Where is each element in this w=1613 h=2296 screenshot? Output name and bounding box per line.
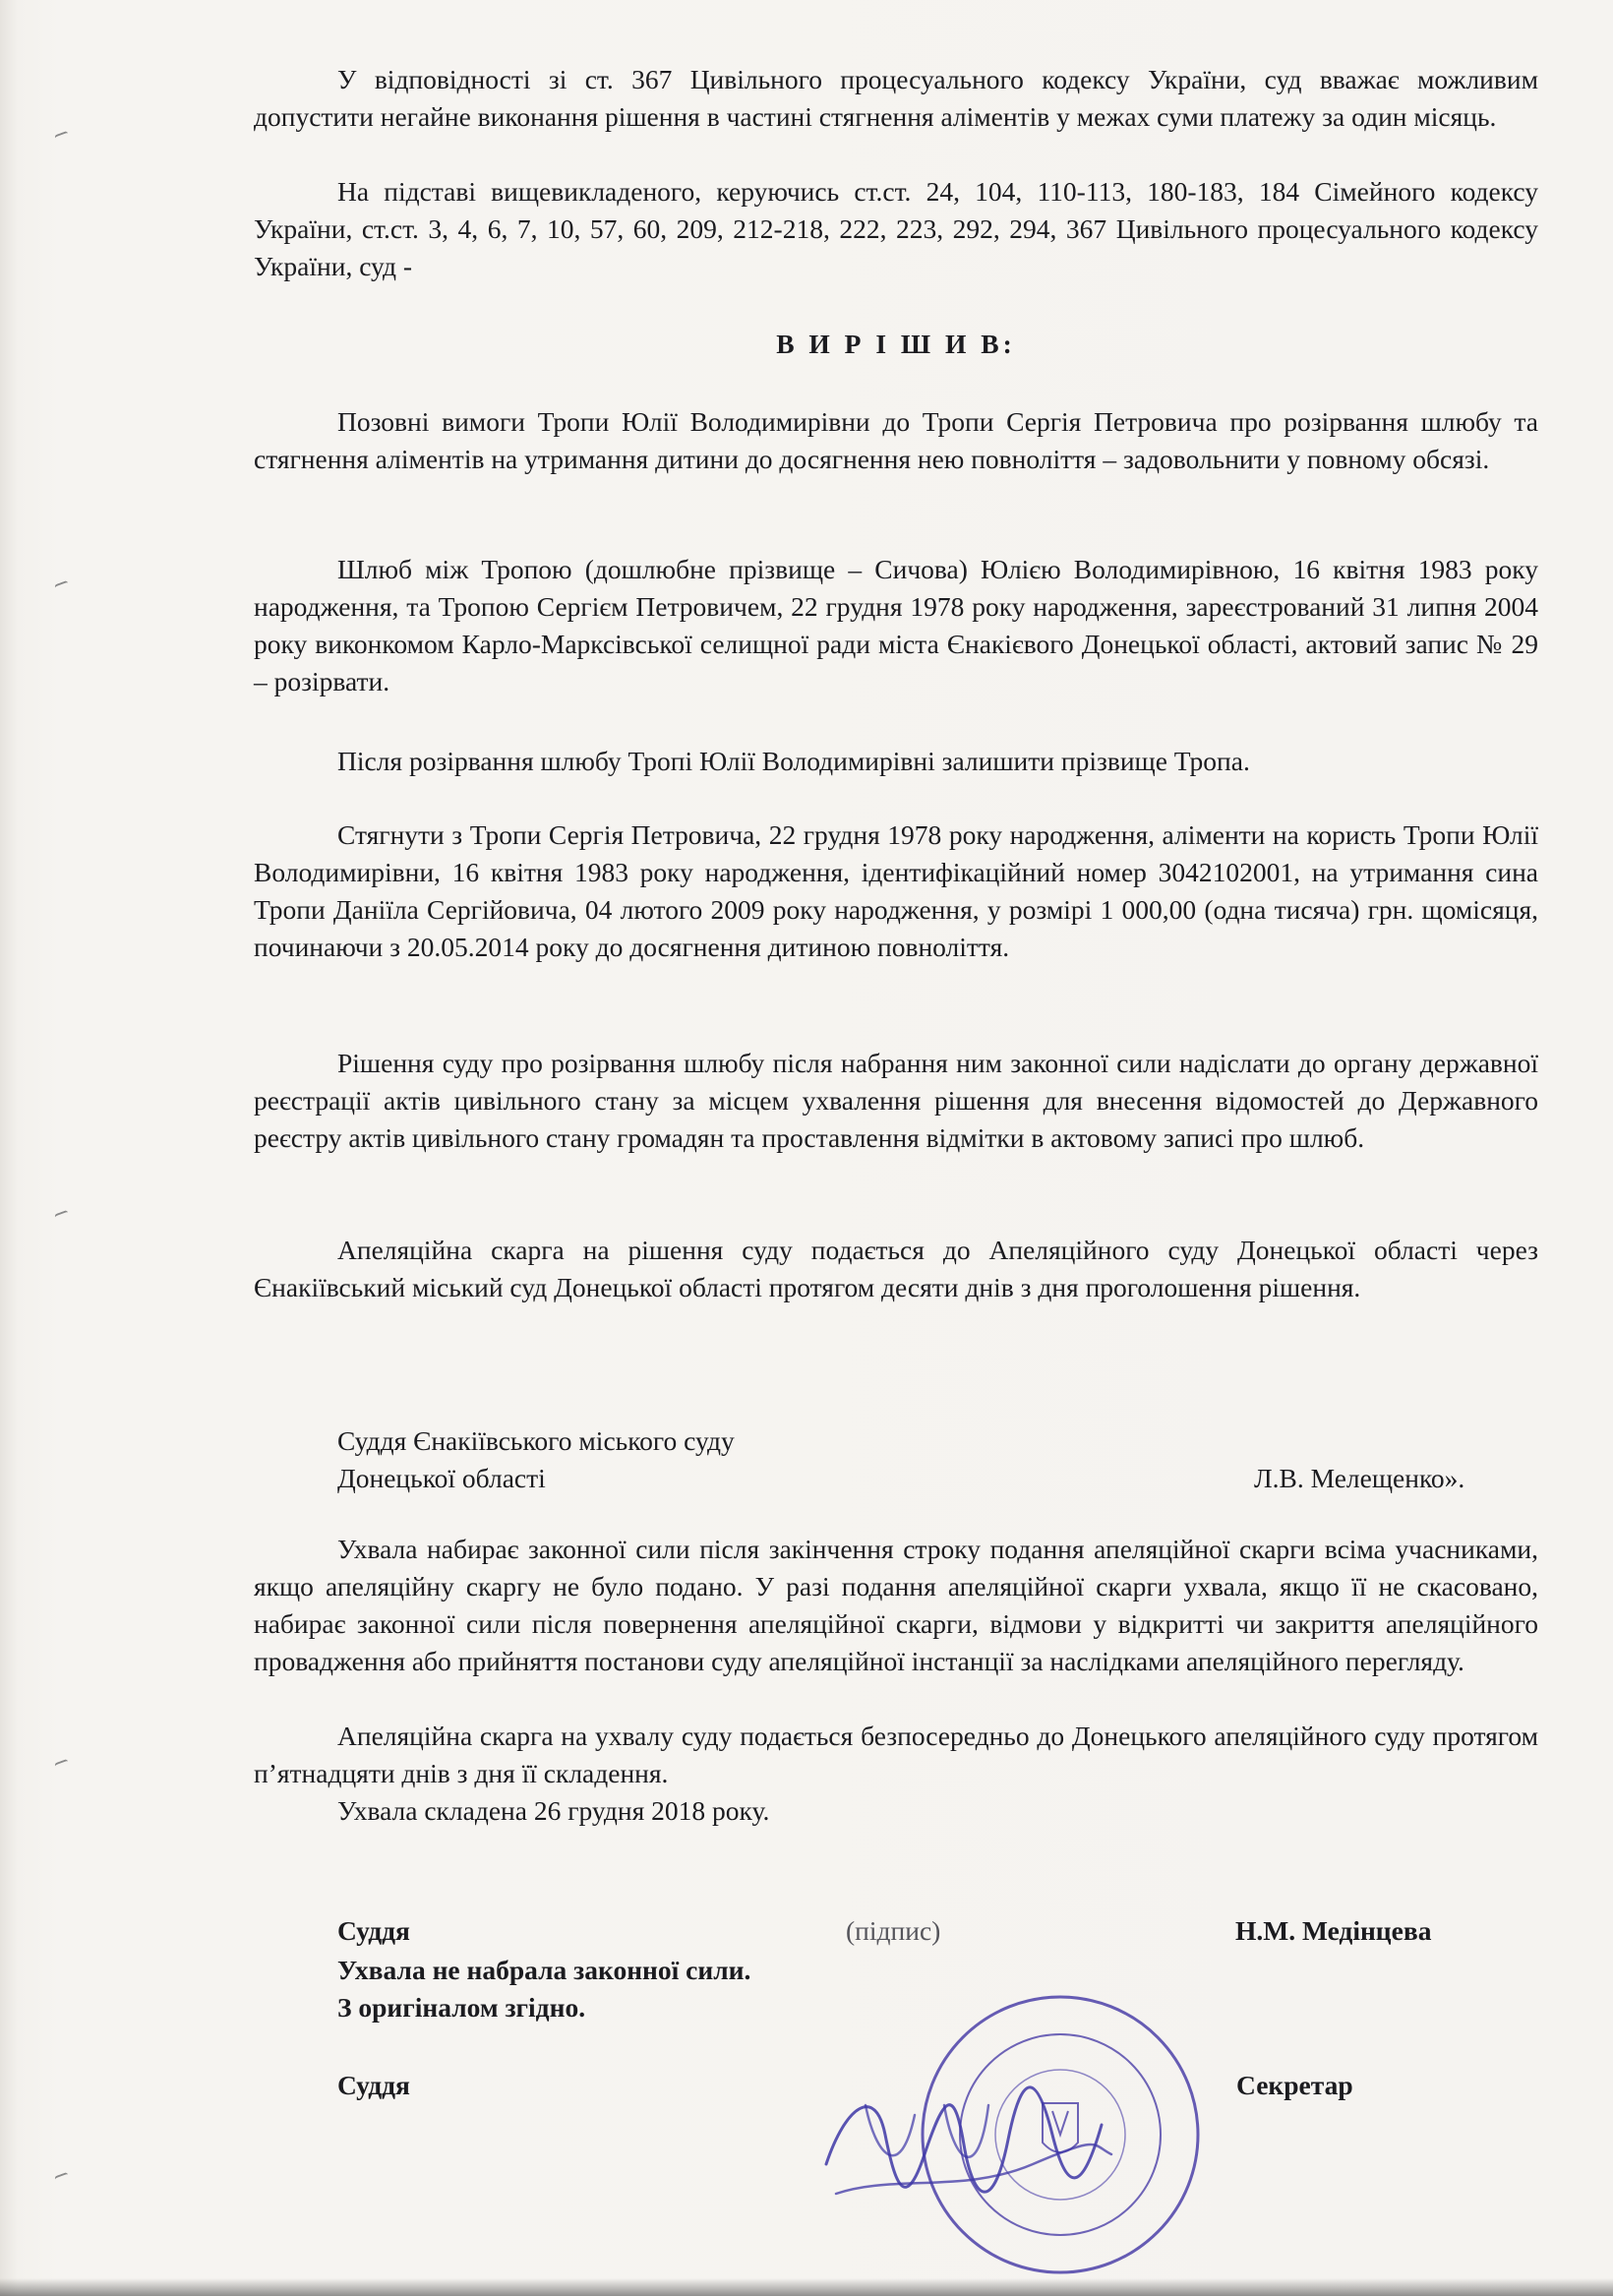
paragraph-appeal-ruling: Апеляційна скарга на ухвалу суду подається безпосередньо до Донецького апеляційного суду протягом п’ятнадцяти днів з дня її складення.: [254, 1721, 1538, 1788]
paragraph-registration: Рішення суду про розірвання шлюбу після набрання ним законної сили надіслати до органу державної реєстрації актів цивільного стану за місцем ухвалення рішення для внесення відомостей до Державного реєстру актів цивільного стану громадян та проставлення відмітки в актовому записі про шлюб.: [254, 1048, 1538, 1153]
bottom-secretary-label: Секретар: [1236, 2070, 1353, 2100]
paragraph-alimony: Стягнути з Тропи Сергія Петровича, 22 грудня 1978 року народження, аліменти на користь Тропи Юлії Володимирівни, 16 квітня 1983 року народження, ідентифікаційний номер 3042102001, на утримання сина Тропи Даніїла Сергійовича, 04 лютого 2009 року народження, у розмірі 1 000,00 (одна тисяча) грн. щомісяця, починаючи з 20.05.2014 року до досягнення дитиною повноліття.: [254, 819, 1538, 962]
scan-edge-shadow: [0, 2278, 1613, 2296]
judge1-title: Суддя Єнакіївського міського суду: [337, 1425, 735, 1456]
paragraph-entry-into-force: Ухвала набирає законної сили після закінчення строку подання апеляційної скарги всіма учасниками, якщо апеляційну скаргу не було подано. У разі подання апеляційної скарги ухвала, якщо її не скасовано, набирає законної сили після повернення апеляційної скарги, відмови у відкритті чи закриття апеляційного провадження або прийняття постанови суду апеляційної інстанції за наслідками апеляційного перегляду.: [254, 1534, 1538, 1676]
paragraph-surname: Після розірвання шлюбу Тропі Юлії Володимирівні залишити прізвище Тропа.: [337, 746, 1250, 776]
judge1-name: Л.В. Мелещенко».: [1254, 1463, 1465, 1493]
binding-edge: [8, 0, 67, 2296]
paragraph-legal-basis: На підставі вищевикладеного, керуючись ст.ст. 24, 104, 110-113, 180-183, 184 Сімейного кодексу України, ст.ст. 3, 4, 6, 7, 10, 57, 60, 209, 212-218, 222, 223, 292, 294, 367 Цивільного процесуального кодексу України, суд -: [254, 176, 1538, 281]
sign-judge-name: Н.М. Медінцева: [1235, 1915, 1432, 1946]
paragraph-enforcement: У відповідності зі ст. 367 Цивільного процесуального кодексу України, суд вважає можливим допустити негайне виконання рішення в частині стягнення аліментів у межах суми платежу за один місяць.: [254, 64, 1538, 132]
judge1-court: Донецької області: [337, 1463, 546, 1493]
paragraph-divorce: Шлюб між Тропою (дошлюбне прізвище – Сичова) Юлією Володимирівною, 16 квітня 1983 року народження, та Тропою Сергієм Петровичем, 22 грудня 1978 року народження, зареєстрований 31 липня 2004 року виконкомом Карло-Марксівської селищної ради міста Єнакієвого Донецької області, актовий запис № 29 – розірвати.: [254, 554, 1538, 696]
signature-note: (підпис): [846, 1915, 941, 1946]
paragraph-date: Ухвала складена 26 грудня 2018 року.: [337, 1795, 770, 1826]
paragraph-claims: Позовні вимоги Тропи Юлії Володимирівни до Тропи Сергія Петровича про розірвання шлюбу та стягнення аліментів на утримання дитини до досягнення нею повноліття – задовольнити у повному обсязі.: [254, 406, 1538, 474]
not-in-force-note: Ухвала не набрала законної сили.: [337, 1955, 751, 1985]
sign-judge-label: Суддя: [337, 1915, 410, 1946]
bottom-judge-label: Суддя: [337, 2070, 410, 2100]
handwritten-signature: [806, 2046, 1121, 2243]
heading-decided: В И Р І Ш И В:: [776, 329, 1016, 359]
paragraph-appeal: Апеляційна скарга на рішення суду подається до Апеляційного суду Донецької області через Єнакіївський міський суд Донецької області протягом десяти днів з дня проголошення рішення.: [254, 1235, 1538, 1302]
copy-certified-note: З оригіналом згідно.: [337, 1992, 586, 2023]
